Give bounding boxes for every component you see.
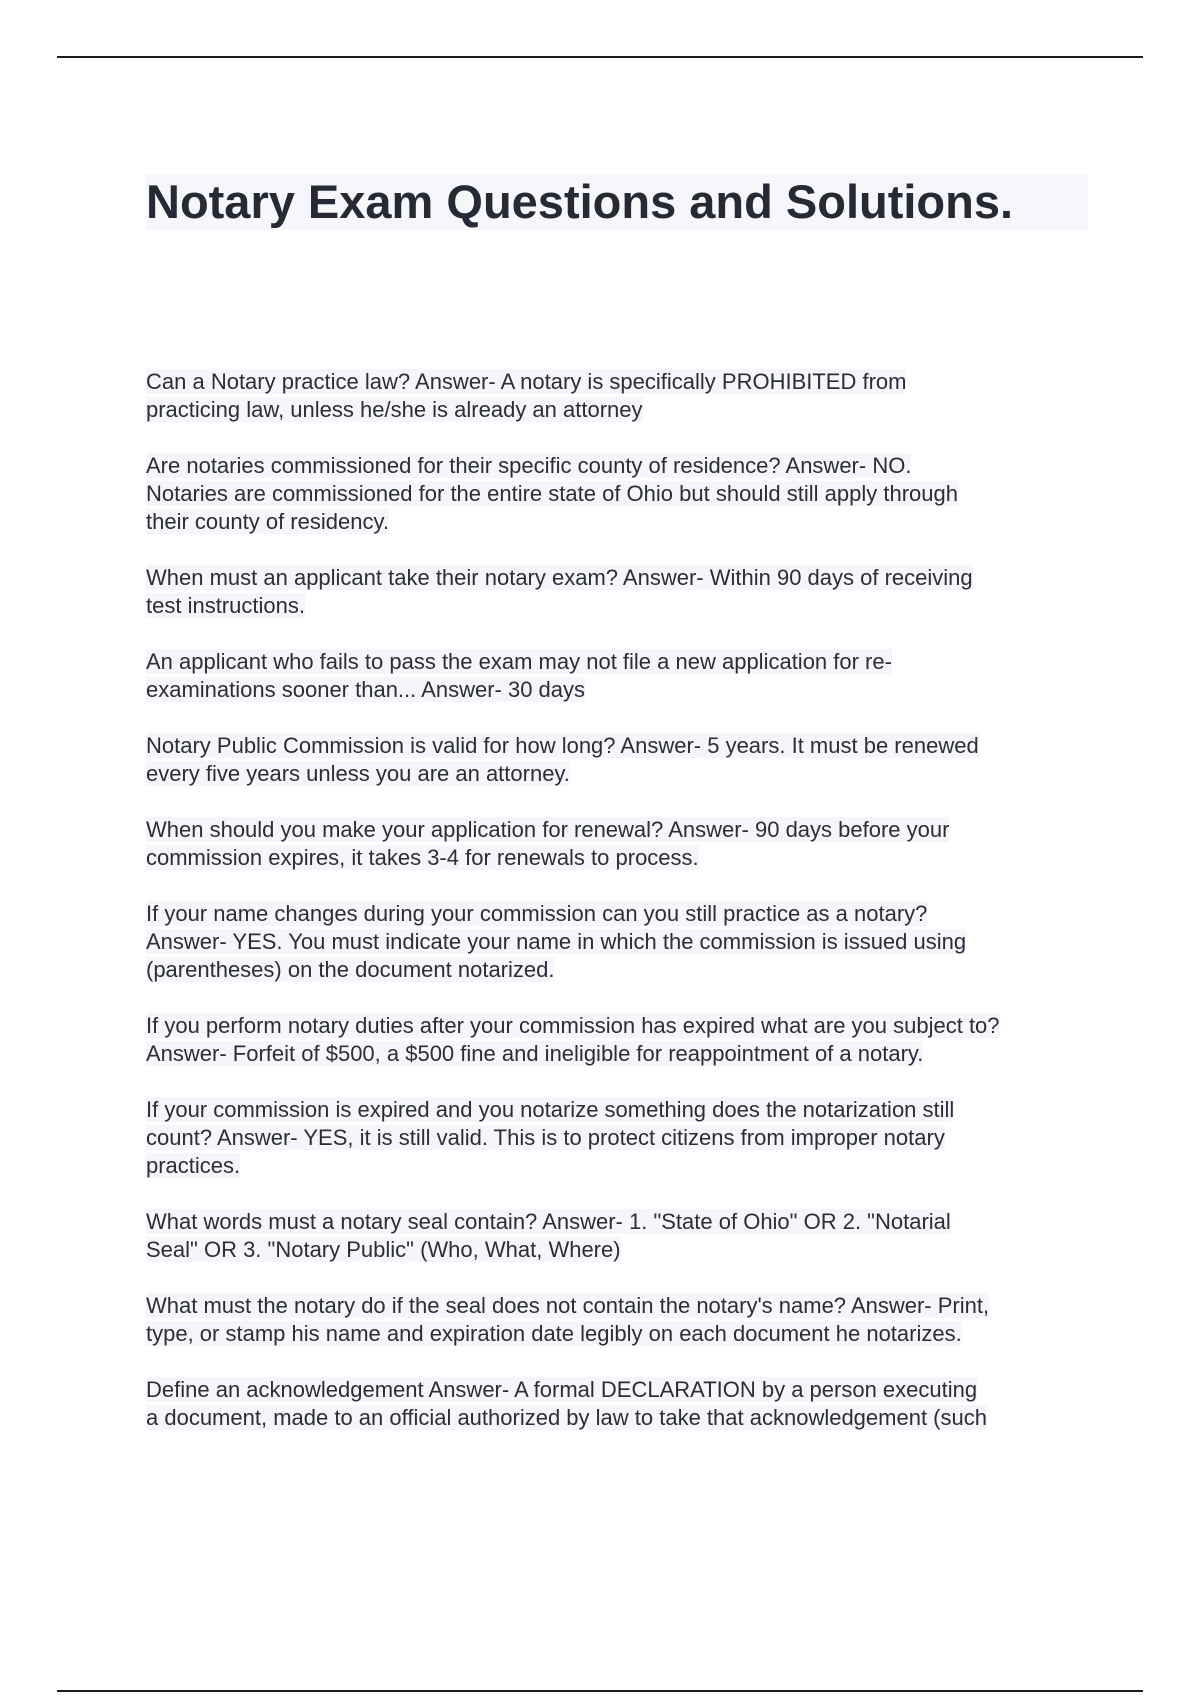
qa-line: Answer- YES. You must indicate your name in which the commission is issued using [146, 929, 967, 954]
qa-line: their county of residency. [146, 509, 389, 534]
qa-item [146, 732, 1106, 788]
qa-line: commission expires, it takes 3-4 for renewals to process. [146, 845, 699, 870]
qa-line: Seal" OR 3. "Notary Public" (Who, What, Where) [146, 1237, 621, 1262]
qa-line: a document, made to an official authorized by law to take that acknowledgement (such [146, 1405, 987, 1430]
qa-line: If your commission is expired and you notarize something does the notarization still [146, 1097, 955, 1122]
qa-list [146, 368, 1106, 1460]
qa-line: When must an applicant take their notary exam? Answer- Within 90 days of receiving [146, 565, 973, 590]
qa-item [146, 1376, 1106, 1432]
qa-line: Define an acknowledgement Answer- A formal DECLARATION by a person executing [146, 1377, 978, 1402]
qa-item [146, 1208, 1106, 1264]
qa-item [146, 368, 1106, 424]
qa-line: every five years unless you are an attorney. [146, 761, 570, 786]
top-rule [57, 56, 1143, 58]
qa-item [146, 648, 1106, 704]
qa-line: If you perform notary duties after your commission has expired what are you subject to? [146, 1013, 1000, 1038]
qa-line: Can a Notary practice law? Answer- A notary is specifically PROHIBITED from [146, 369, 907, 394]
qa-line: examinations sooner than... Answer- 30 days [146, 677, 586, 702]
page-title: Notary Exam Questions and Solutions. [146, 174, 1088, 230]
qa-item [146, 816, 1106, 872]
qa-line: Notary Public Commission is valid for how long? Answer- 5 years. It must be renewed [146, 733, 979, 758]
qa-item [146, 452, 1106, 536]
qa-line: If your name changes during your commission can you still practice as a notary? [146, 901, 928, 926]
qa-item [146, 1292, 1106, 1348]
qa-item [146, 1012, 1106, 1068]
qa-line: practices. [146, 1153, 241, 1178]
qa-line: What words must a notary seal contain? Answer- 1. "State of Ohio" OR 2. "Notarial [146, 1209, 951, 1234]
qa-line: (parentheses) on the document notarized. [146, 957, 555, 982]
qa-line: When should you make your application for renewal? Answer- 90 days before your [146, 817, 950, 842]
qa-line: count? Answer- YES, it is still valid. This is to protect citizens from improper notary [146, 1125, 945, 1150]
bottom-rule [57, 1690, 1143, 1692]
qa-line: test instructions. [146, 593, 305, 618]
qa-item [146, 900, 1106, 984]
qa-line: practicing law, unless he/she is already an attorney [146, 397, 643, 422]
qa-item [146, 564, 1106, 620]
qa-line: type, or stamp his name and expiration date legibly on each document he notarizes. [146, 1321, 962, 1346]
qa-line: Notaries are commissioned for the entire state of Ohio but should still apply through [146, 481, 958, 506]
qa-line: What must the notary do if the seal does not contain the notary's name? Answer- Print, [146, 1293, 990, 1318]
qa-line: An applicant who fails to pass the exam may not file a new application for re- [146, 649, 892, 674]
qa-line: Answer- Forfeit of $500, a $500 fine and ineligible for reappointment of a notary. [146, 1041, 924, 1066]
qa-line: Are notaries commissioned for their specific county of residence? Answer- NO. [146, 453, 912, 478]
qa-item [146, 1096, 1106, 1180]
